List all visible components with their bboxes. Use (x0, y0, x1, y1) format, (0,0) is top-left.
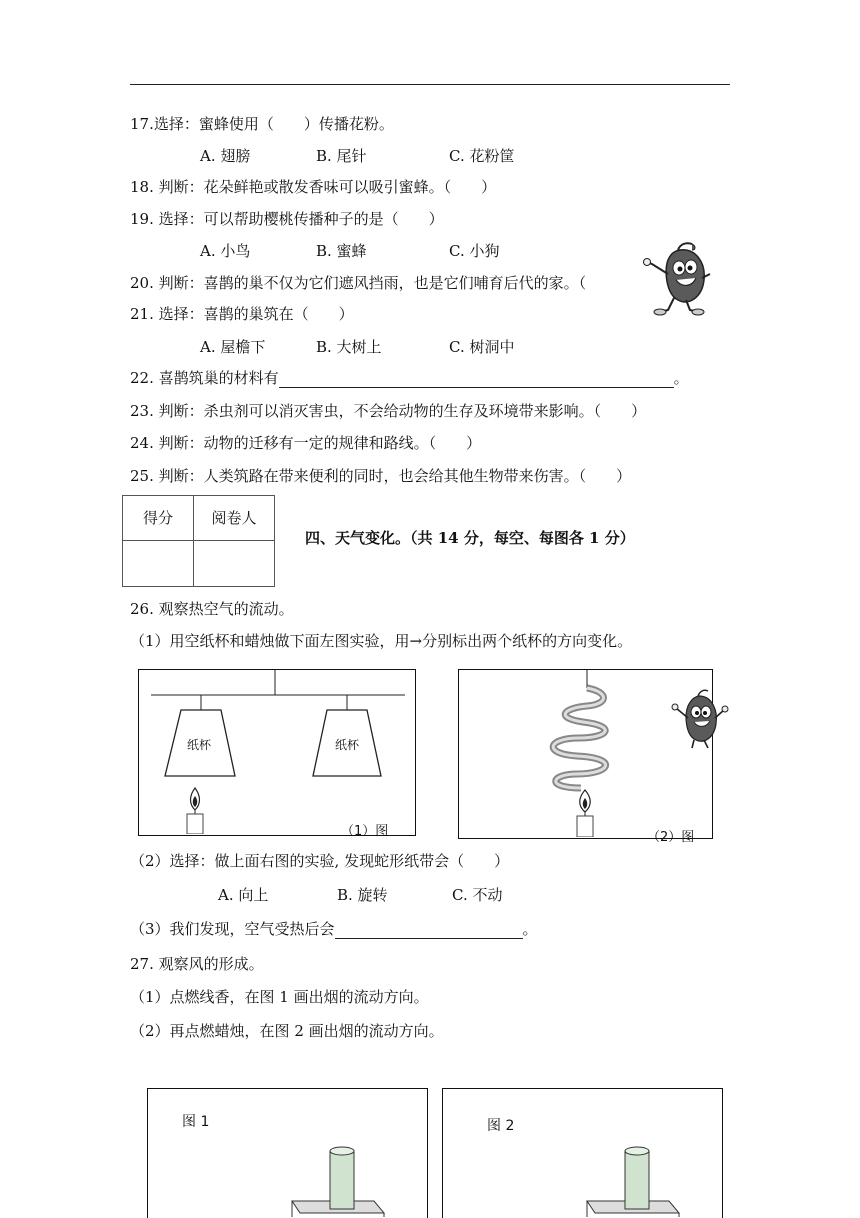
smoke-box-diagram-1 (148, 1089, 426, 1217)
question-19-stem: 19. 选择：可以帮助樱桃传播种子的是（ ） (130, 210, 444, 228)
q21-option-b: B. 大树上 (316, 338, 382, 356)
q26-part3-end: 。 (522, 920, 538, 938)
q27-figure-2 (442, 1088, 723, 1218)
question-27-part2: （2）再点燃蜡烛，在图 2 画出烟的流动方向。 (130, 1022, 444, 1040)
question-26-part3 (130, 919, 538, 939)
grader-cell[interactable] (194, 541, 274, 586)
question-22 (130, 368, 689, 388)
score-header: 得分 (123, 496, 194, 541)
question-26-stem: 26. 观察热空气的流动。 (130, 600, 294, 618)
question-17-stem: 17.选择：蜜蜂使用（ ）传播花粉。 (130, 115, 394, 133)
question-27-part1: （1）点燃线香，在图 1 画出烟的流动方向。 (130, 988, 429, 1006)
q22-stem: 22. 喜鹊筑巢的材料有 (130, 369, 279, 387)
question-18: 18. 判断：花朵鲜艳或散发香味可以吸引蜜蜂。（ ） (130, 178, 497, 196)
figure-1-caption: （1）图 (341, 824, 389, 839)
left-cup-label: 纸杯 (187, 738, 212, 752)
q26-part3-blank[interactable] (335, 922, 523, 939)
score-table (122, 495, 275, 587)
bean-mascot-waving-icon (668, 688, 730, 750)
q17-option-c: C. 花粉筐 (449, 147, 515, 165)
figure-2-caption: （2）图 (647, 830, 695, 845)
q17-option-b: B. 尾针 (316, 147, 367, 165)
q21-option-c: C. 树洞中 (449, 338, 515, 356)
question-26-part2: （2）选择：做上面右图的实验, 发现蛇形纸带会（ ） (130, 852, 510, 870)
q22-end: 。 (673, 369, 689, 387)
question-21-stem: 21. 选择：喜鹊的巢筑在（ ） (130, 305, 354, 323)
question-24: 24. 判断：动物的迁移有一定的规律和路线。（ ） (130, 434, 482, 452)
q26-part3-stem: （3）我们发现，空气受热后会 (130, 920, 335, 938)
question-20: 20. 判断：喜鹊的巢不仅为它们遮风挡雨，也是它们哺育后代的家。（ (130, 274, 587, 292)
q27-figure-1 (147, 1088, 428, 1218)
bean-mascot-pointing-icon (640, 240, 716, 316)
q27-figure-1-label: 图 1 (182, 1114, 210, 1130)
q21-option-a: A. 屋檐下 (200, 338, 266, 356)
balance-diagram (139, 670, 414, 834)
question-23: 23. 判断：杀虫剂可以消灭害虫，不会给动物的生存及环境带来影响。（ ） (130, 402, 647, 420)
figure-1-paper-cup-balance (138, 669, 416, 839)
q26-option-b: B. 旋转 (337, 886, 388, 904)
q17-option-a: A. 翅膀 (200, 147, 251, 165)
q19-option-a: A. 小鸟 (200, 242, 251, 260)
q26-option-c: C. 不动 (452, 886, 503, 904)
q27-figure-2-label: 图 2 (487, 1118, 515, 1134)
header-rule (130, 84, 730, 85)
q26-option-a: A. 向上 (218, 886, 269, 904)
q22-answer-blank[interactable] (279, 371, 674, 388)
score-cell[interactable] (123, 541, 194, 586)
q19-option-b: B. 蜜蜂 (316, 242, 367, 260)
right-cup-label: 纸杯 (335, 738, 360, 752)
section-4-title: 四、天气变化。（共 14 分，每空、每图各 1 分） (305, 529, 635, 547)
q19-option-c: C. 小狗 (449, 242, 500, 260)
question-26-part1: （1）用空纸杯和蜡烛做下面左图实验，用→分别标出两个纸杯的方向变化。 (130, 632, 633, 650)
smoke-box-diagram-2 (443, 1089, 721, 1217)
grader-header: 阅卷人 (194, 496, 274, 541)
question-27-stem: 27. 观察风的形成。 (130, 955, 264, 973)
question-25: 25. 判断：人类筑路在带来便利的同时，也会给其他生物带来伤害。（ ） (130, 467, 632, 485)
